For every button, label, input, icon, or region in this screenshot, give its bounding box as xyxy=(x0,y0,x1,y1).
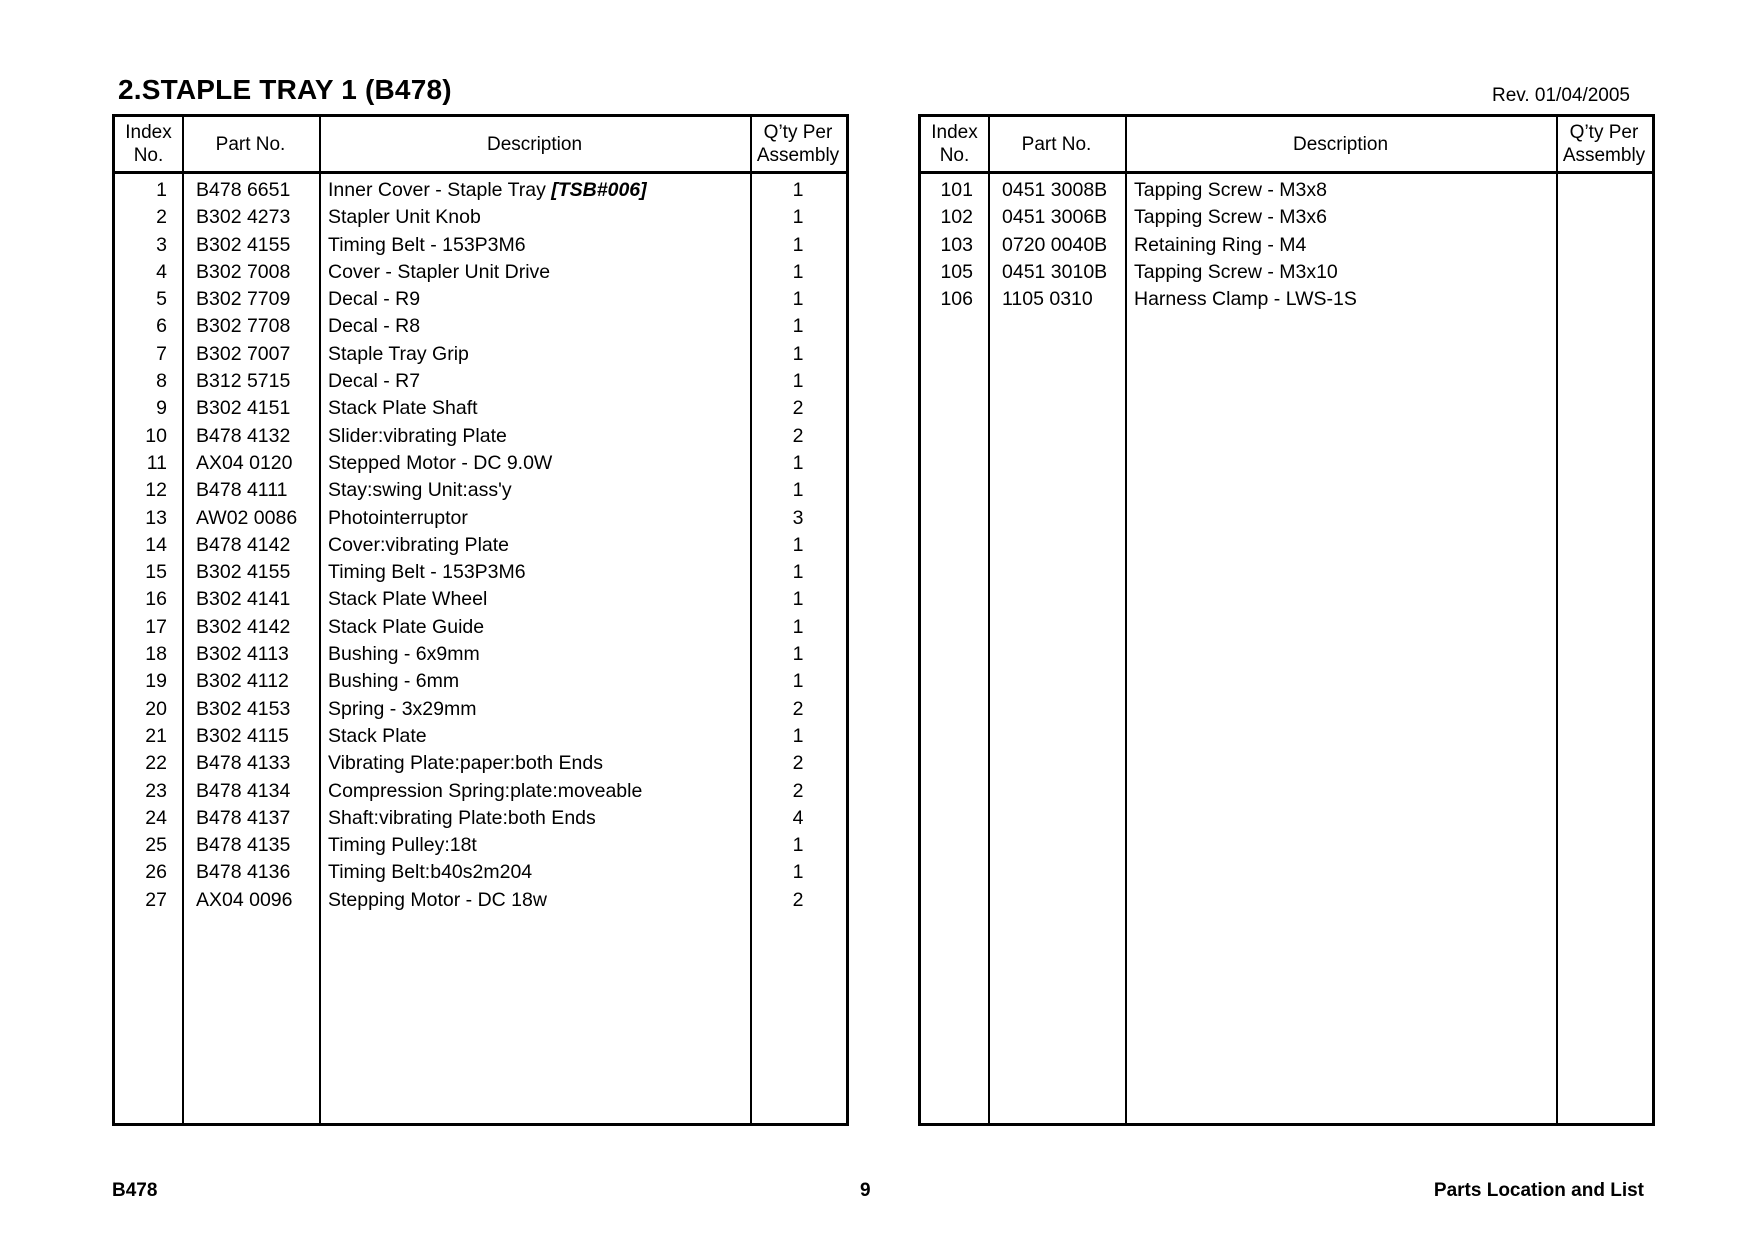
row-description-text: Timing Belt - 153P3M6 xyxy=(328,561,526,584)
header-part-no: Part No. xyxy=(215,133,286,155)
row-index: 1 xyxy=(156,179,167,201)
table-row xyxy=(115,204,846,231)
row-description xyxy=(328,670,459,693)
row-description xyxy=(328,561,526,584)
footer-model: B478 xyxy=(112,1180,158,1201)
row-qty: 2 xyxy=(792,779,804,802)
table-row xyxy=(115,805,846,832)
row-index: 27 xyxy=(145,888,167,911)
footer-page-number: 9 xyxy=(860,1180,871,1201)
row-index: 17 xyxy=(145,615,167,638)
table-row xyxy=(921,259,1652,286)
row-description xyxy=(328,397,478,420)
row-description-text: Stay:swing Unit:ass'y xyxy=(328,479,512,502)
row-index: 2 xyxy=(156,206,167,229)
page-title: 2.STAPLE TRAY 1 (B478) xyxy=(118,74,452,105)
row-description xyxy=(328,425,507,448)
row-description xyxy=(328,807,596,830)
row-description xyxy=(328,834,477,857)
row-qty: 1 xyxy=(792,479,804,502)
row-part-no: B302 4155 xyxy=(196,233,291,256)
table-row xyxy=(115,586,846,613)
row-part-no: B302 4141 xyxy=(196,588,291,611)
table-row xyxy=(115,259,846,286)
row-index: 6 xyxy=(156,315,167,338)
row-description xyxy=(328,179,647,202)
row-part-no: B302 7708 xyxy=(196,315,291,338)
row-index: 13 xyxy=(145,506,167,529)
row-description-text: Tapping Screw - M3x10 xyxy=(1134,260,1338,283)
table-row xyxy=(115,341,846,368)
row-part-no: B302 4113 xyxy=(196,643,289,666)
row-qty: 2 xyxy=(792,697,804,720)
row-qty: 1 xyxy=(792,206,804,229)
row-index: 24 xyxy=(145,806,167,829)
row-description xyxy=(328,861,532,884)
row-part-no: AX04 0096 xyxy=(196,888,293,911)
row-part-no: 0451 3006B xyxy=(1002,206,1108,229)
row-part-no: B312 5715 xyxy=(196,370,291,393)
row-description-text: Inner Cover - Staple Tray xyxy=(328,179,552,201)
row-qty: 1 xyxy=(792,370,804,393)
table-row xyxy=(115,559,846,586)
table-row xyxy=(115,778,846,805)
row-part-no: B478 6651 xyxy=(196,179,291,201)
row-qty: 3 xyxy=(792,506,804,529)
row-description-text: Stepping Motor - DC 18w xyxy=(328,888,547,911)
header-index: Index No. xyxy=(125,122,172,166)
table-row xyxy=(115,423,846,450)
row-description xyxy=(328,315,420,338)
row-part-no: B302 4142 xyxy=(196,615,291,638)
table-row xyxy=(115,368,846,395)
table-row xyxy=(115,232,846,259)
row-description-text: Bushing - 6mm xyxy=(328,670,460,693)
row-qty: 4 xyxy=(792,806,804,829)
row-index: 102 xyxy=(940,206,973,229)
row-qty: 2 xyxy=(792,752,804,775)
row-part-no: B478 4134 xyxy=(196,779,291,802)
row-description xyxy=(328,343,469,366)
row-index: 19 xyxy=(145,670,167,693)
row-qty: 1 xyxy=(792,451,804,474)
table-row xyxy=(115,887,846,914)
row-part-no: 0451 3010B xyxy=(1002,260,1108,283)
row-qty: 1 xyxy=(792,288,804,311)
header-divider xyxy=(921,171,1652,174)
row-description xyxy=(1134,206,1327,229)
row-description xyxy=(328,588,487,611)
table-row xyxy=(115,614,846,641)
row-qty: 1 xyxy=(792,315,804,338)
row-description xyxy=(328,889,547,912)
row-part-no: B302 7709 xyxy=(196,288,291,311)
row-part-no: B478 4111 xyxy=(196,479,288,502)
row-index: 5 xyxy=(156,288,167,311)
row-qty: 2 xyxy=(792,888,804,911)
table-row xyxy=(115,832,846,859)
table-row xyxy=(921,286,1652,313)
row-qty: 1 xyxy=(792,179,804,201)
table-row xyxy=(115,286,846,313)
row-part-no: AX04 0120 xyxy=(196,451,293,474)
row-index: 9 xyxy=(156,397,167,420)
table-row xyxy=(115,450,846,477)
table-row xyxy=(115,477,846,504)
row-part-no: B302 4115 xyxy=(196,724,289,747)
row-description-text: Stapler Unit Knob xyxy=(328,206,481,229)
row-index: 8 xyxy=(156,370,167,393)
row-description xyxy=(328,261,550,284)
row-index: 7 xyxy=(156,342,167,365)
row-description-text: Compression Spring:plate:moveable xyxy=(328,779,643,802)
parts-table-right xyxy=(918,114,1655,1126)
header-index: Index No. xyxy=(931,122,978,166)
row-part-no: B478 4142 xyxy=(196,533,291,556)
row-index: 15 xyxy=(145,561,167,584)
table-row xyxy=(115,668,846,695)
table-row xyxy=(115,859,846,886)
row-description xyxy=(328,616,484,639)
row-description xyxy=(1134,179,1327,202)
row-part-no: 1105 0310 xyxy=(1002,288,1093,311)
revision-date: Rev. 01/04/2005 xyxy=(1491,85,1630,106)
row-description-text: Photointerruptor xyxy=(328,506,468,529)
table-row xyxy=(115,696,846,723)
row-index: 16 xyxy=(145,588,167,611)
row-description-text: Decal - R8 xyxy=(328,315,421,338)
table-row xyxy=(115,641,846,668)
row-index: 25 xyxy=(145,834,167,857)
table-row xyxy=(115,532,846,559)
row-part-no: B302 4155 xyxy=(196,561,291,584)
row-description-text: Decal - R7 xyxy=(328,370,421,393)
row-qty: 1 xyxy=(792,861,804,884)
row-index: 18 xyxy=(145,643,167,666)
row-description-text: Retaining Ring - M4 xyxy=(1134,233,1307,256)
row-index: 21 xyxy=(145,724,167,747)
row-description xyxy=(1134,261,1338,284)
table-row xyxy=(115,750,846,777)
row-part-no: B478 4135 xyxy=(196,834,291,857)
row-qty: 1 xyxy=(792,670,804,693)
row-description xyxy=(328,234,526,257)
row-part-no: B478 4136 xyxy=(196,861,291,884)
row-qty: 1 xyxy=(792,724,804,747)
row-part-no: AW02 0086 xyxy=(196,506,298,529)
row-description xyxy=(328,452,552,475)
parts-table-left xyxy=(112,114,849,1126)
row-description-text: Harness Clamp - LWS-1S xyxy=(1134,288,1357,311)
row-qty: 1 xyxy=(792,533,804,556)
left-rows xyxy=(115,177,846,914)
right-rows xyxy=(921,177,1652,313)
row-index: 106 xyxy=(940,288,973,311)
row-qty: 1 xyxy=(792,233,804,256)
header-qty: Q’ty Per Assembly xyxy=(756,122,840,166)
row-description-text: Timing Belt:b40s2m204 xyxy=(328,861,533,884)
row-description-text: Decal - R9 xyxy=(328,288,421,311)
row-index: 101 xyxy=(940,179,973,201)
header-part-no: Part No. xyxy=(1021,133,1092,155)
table-row xyxy=(921,177,1652,204)
row-description xyxy=(328,479,512,502)
row-description-text: Staple Tray Grip xyxy=(328,342,469,365)
row-part-no: B302 7008 xyxy=(196,260,291,283)
row-description-text: Slider:vibrating Plate xyxy=(328,424,507,447)
row-description-text: Stack Plate Guide xyxy=(328,615,485,638)
table-row xyxy=(115,177,846,204)
row-description-text: Bushing - 6x9mm xyxy=(328,643,480,666)
row-qty: 1 xyxy=(792,260,804,283)
row-description-text: Vibrating Plate:paper:both Ends xyxy=(328,752,603,775)
row-description xyxy=(328,698,476,721)
row-description-text: Tapping Screw - M3x6 xyxy=(1134,206,1327,229)
row-part-no: B478 4133 xyxy=(196,752,291,775)
row-description xyxy=(1134,234,1306,257)
row-description xyxy=(328,206,481,229)
row-description xyxy=(1134,288,1357,311)
header-qty: Q’ty Per Assembly xyxy=(1562,122,1646,166)
row-index: 23 xyxy=(145,779,167,802)
row-part-no: 0451 3008B xyxy=(1002,179,1108,201)
row-description-text: Timing Pulley:18t xyxy=(328,834,477,857)
row-part-no: B302 4153 xyxy=(196,697,291,720)
row-qty: 1 xyxy=(792,588,804,611)
row-tsb-note: [TSB#006] xyxy=(551,179,647,201)
row-description xyxy=(328,725,427,748)
row-index: 12 xyxy=(145,479,167,502)
row-description-text: Stack Plate Shaft xyxy=(328,397,478,420)
row-description-text: Tapping Screw - M3x8 xyxy=(1134,179,1327,201)
row-description xyxy=(328,643,480,666)
row-description xyxy=(328,780,642,803)
row-index: 103 xyxy=(940,233,973,256)
row-description-text: Stack Plate Wheel xyxy=(328,588,488,611)
row-part-no: B478 4132 xyxy=(196,424,291,447)
row-index: 14 xyxy=(145,533,167,556)
row-index: 105 xyxy=(940,260,973,283)
row-qty: 1 xyxy=(792,615,804,638)
table-row xyxy=(921,232,1652,259)
row-qty: 1 xyxy=(792,643,804,666)
row-part-no: B478 4137 xyxy=(196,806,291,829)
row-description-text: Stack Plate xyxy=(328,724,427,747)
row-qty: 1 xyxy=(792,834,804,857)
row-description xyxy=(328,752,603,775)
table-row xyxy=(115,395,846,422)
row-description-text: Cover:vibrating Plate xyxy=(328,533,510,556)
row-description-text: Shaft:vibrating Plate:both Ends xyxy=(328,806,596,829)
row-part-no: B302 4273 xyxy=(196,206,291,229)
table-row xyxy=(115,313,846,340)
row-index: 11 xyxy=(146,451,167,474)
row-description-text: Stepped Motor - DC 9.0W xyxy=(328,451,553,474)
row-index: 10 xyxy=(145,424,167,447)
row-qty: 1 xyxy=(792,342,804,365)
row-part-no: B302 4151 xyxy=(196,397,291,420)
table-row xyxy=(921,204,1652,231)
row-qty: 2 xyxy=(792,397,804,420)
footer-section: Parts Location and List xyxy=(1433,1180,1644,1201)
row-index: 22 xyxy=(145,752,167,775)
row-description xyxy=(328,534,509,557)
row-qty: 2 xyxy=(792,424,804,447)
row-index: 20 xyxy=(145,697,167,720)
row-description xyxy=(328,288,420,311)
row-description-text: Spring - 3x29mm xyxy=(328,697,477,720)
row-description-text: Cover - Stapler Unit Drive xyxy=(328,260,551,283)
row-index: 3 xyxy=(156,233,167,256)
row-index: 4 xyxy=(156,260,167,283)
table-row xyxy=(115,505,846,532)
header-description: Description xyxy=(486,133,583,155)
row-part-no: 0720 0040B xyxy=(1002,233,1108,256)
row-part-no: B302 7007 xyxy=(196,342,291,365)
header-divider xyxy=(115,171,846,174)
row-description-text: Timing Belt - 153P3M6 xyxy=(328,233,526,256)
table-row xyxy=(115,723,846,750)
row-description xyxy=(328,370,420,393)
row-part-no: B302 4112 xyxy=(196,670,289,693)
row-qty: 1 xyxy=(792,561,804,584)
row-description xyxy=(328,507,468,530)
row-index: 26 xyxy=(145,861,167,884)
header-description: Description xyxy=(1292,133,1389,155)
